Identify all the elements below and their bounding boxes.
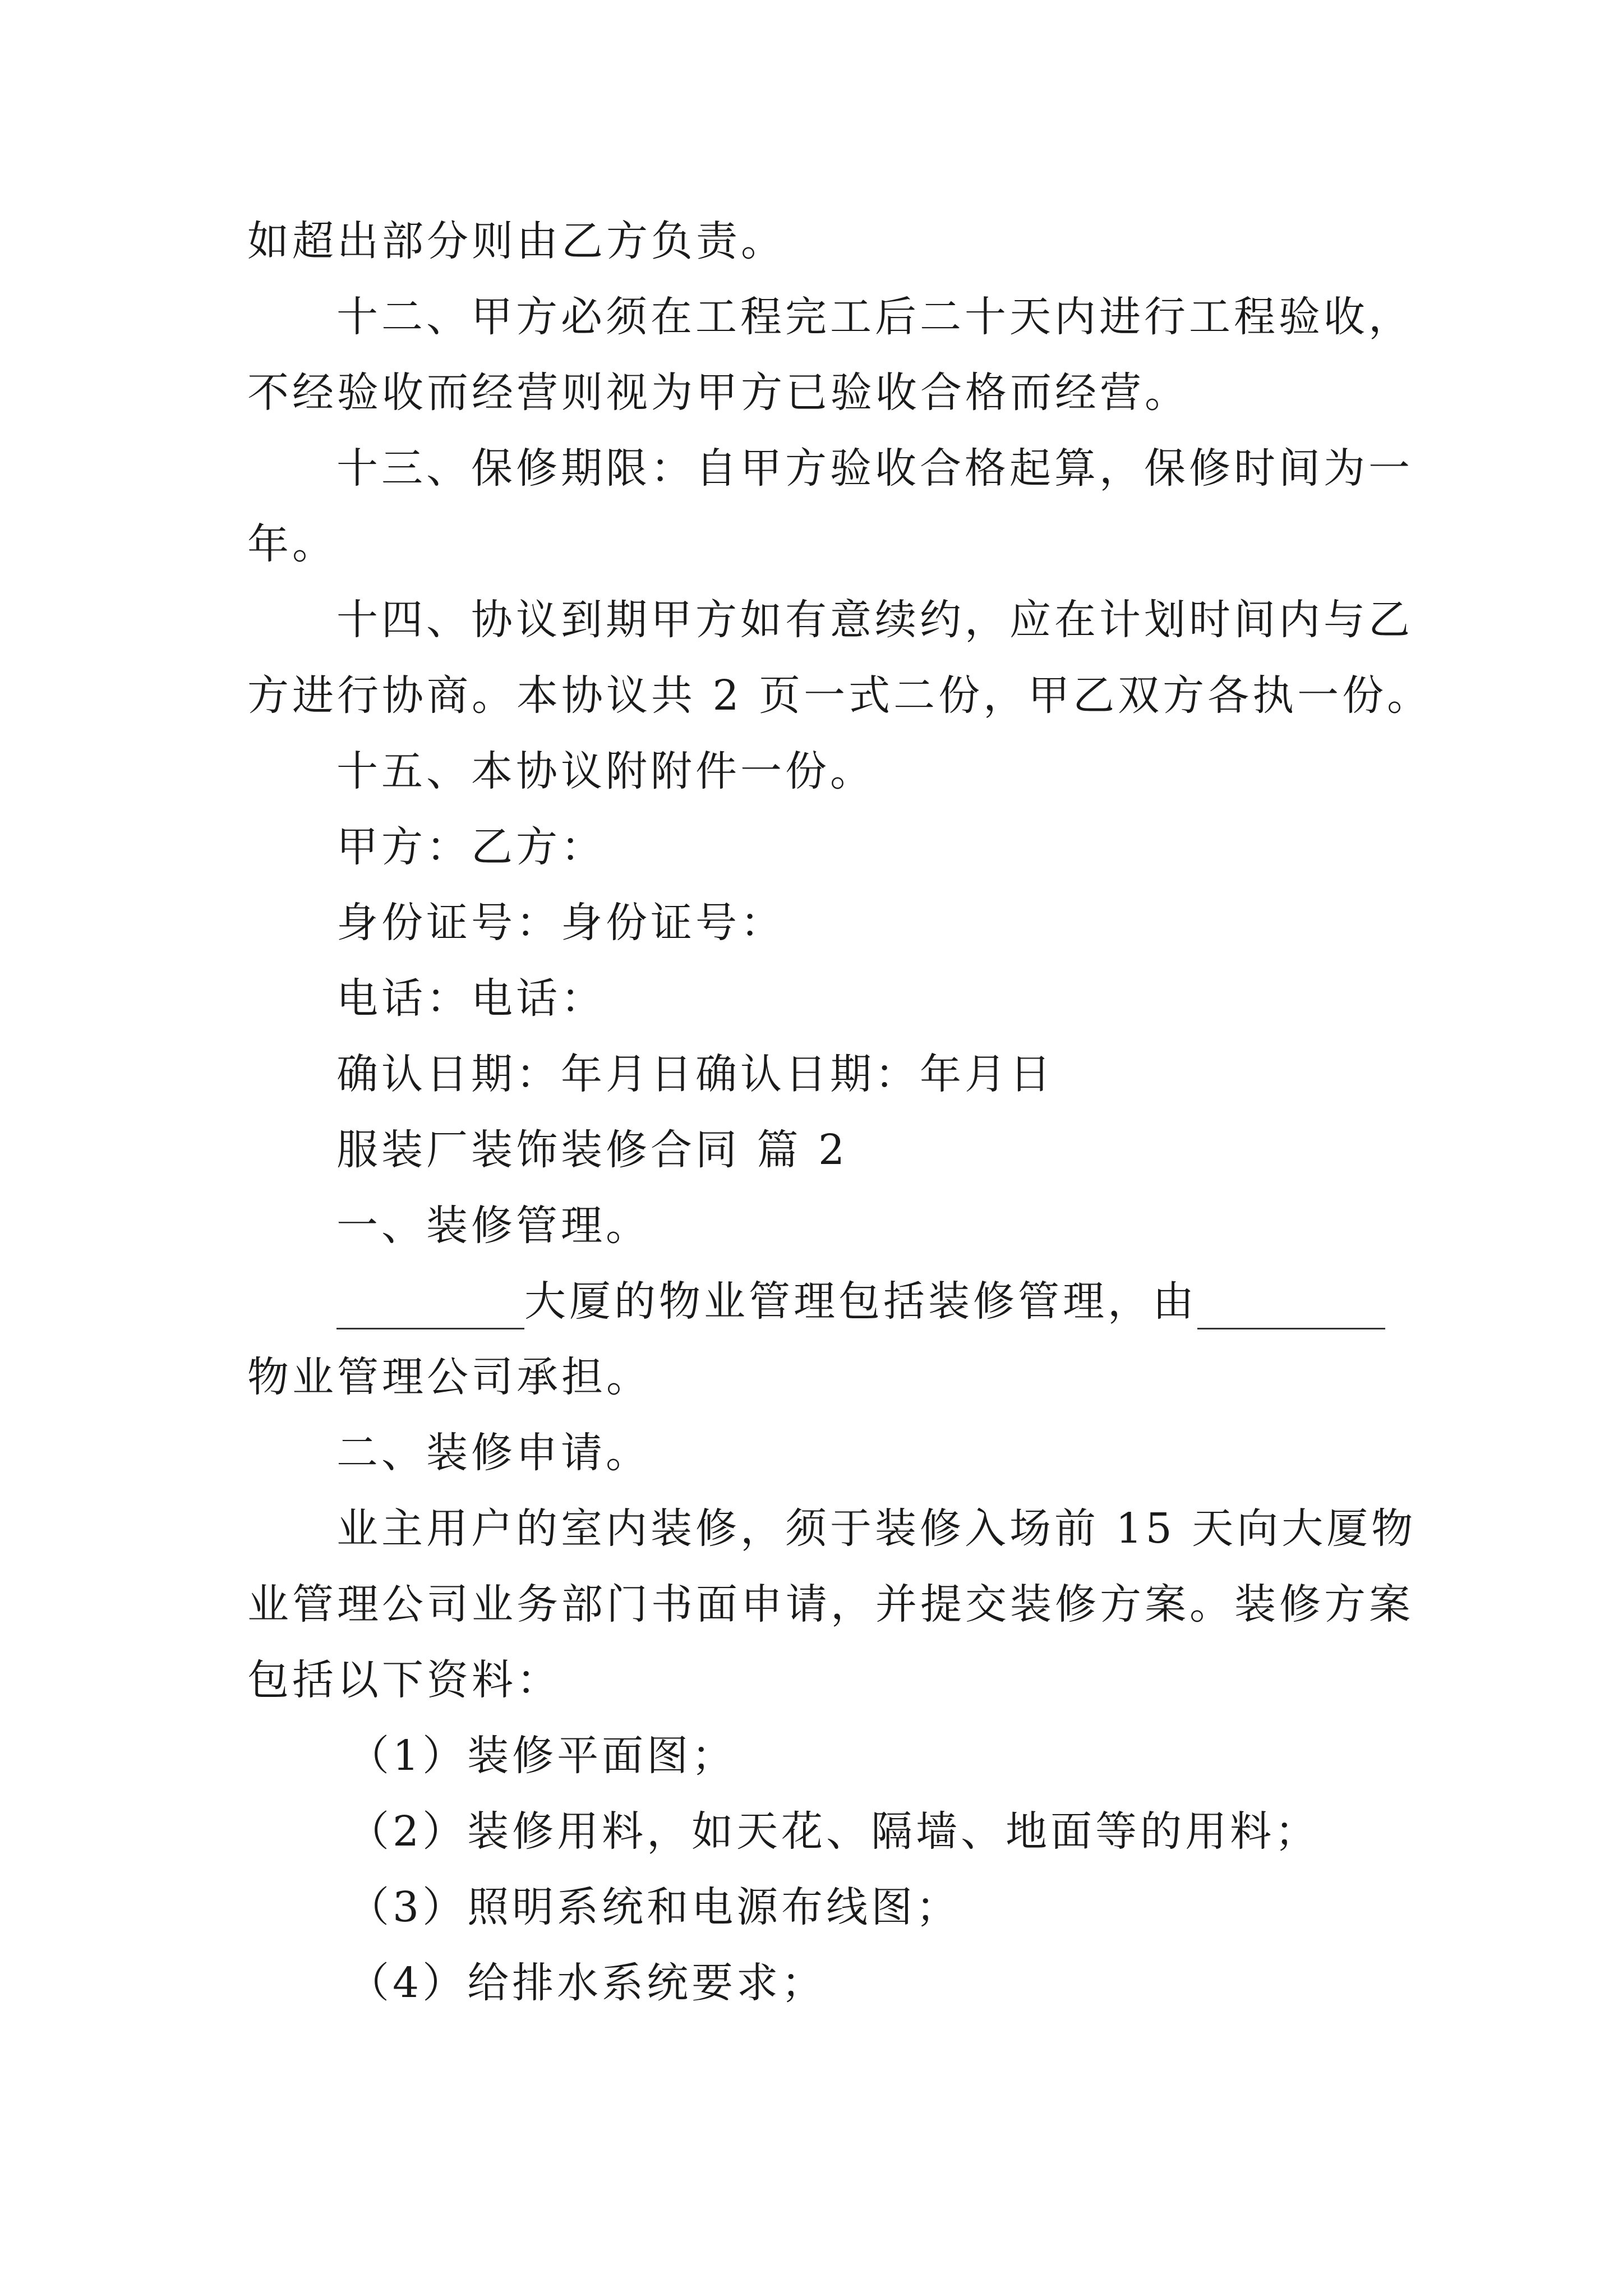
section-title: 服装厂装饰装修合同 篇 2 xyxy=(336,1126,849,1174)
section-1-body-line-2: 物业管理公司承担。 xyxy=(247,1353,651,1401)
signature-phone-line: 电话：电话： xyxy=(336,974,606,1023)
section-1-heading: 一、装修管理。 xyxy=(336,1202,651,1250)
signature-party-line: 甲方：乙方： xyxy=(336,823,606,871)
paragraph-line: 如超出部分则由乙方负责。 xyxy=(247,217,786,265)
section-1-body-line-1 xyxy=(336,1273,1385,1329)
section-2-body-line-1: 业主用户的室内装修，须于装修入场前 15 天向大厦物 xyxy=(336,1504,1417,1553)
clause-13-line-2: 年。 xyxy=(247,520,337,568)
section-2-body-line-2: 业管理公司业务部门书面申请，并提交装修方案。装修方案 xyxy=(247,1580,1414,1628)
clause-13-line-1: 十三、保修期限：自甲方验收合格起算，保修时间为一 xyxy=(336,444,1413,493)
clause-14-line-2: 方进行协商。本协议共 2 页一式二份，甲乙双方各执一份。 xyxy=(247,671,1432,720)
list-item-2: （2）装修用料，如天花、隔墙、地面等的用料； xyxy=(348,1807,1320,1856)
signature-id-line: 身份证号：身份证号： xyxy=(336,899,785,947)
list-item-4: （4）给排水系统要求； xyxy=(348,1959,827,2007)
clause-12-line-1: 十二、甲方必须在工程完工后二十天内进行工程验收， xyxy=(336,293,1413,341)
clause-12-line-2: 不经验收而经营则视为甲方已验收合格而经营。 xyxy=(247,369,1189,417)
section-2-heading: 二、装修申请。 xyxy=(336,1429,651,1477)
blank-field-building xyxy=(336,1285,524,1329)
list-item-1: （1）装修平面图； xyxy=(348,1732,737,1780)
list-item-3: （3）照明系统和电源布线图； xyxy=(348,1883,961,1931)
signature-date-line: 确认日期：年月日确认日期：年月日 xyxy=(336,1050,1054,1098)
clause-14-line-1: 十四、协议到期甲方如有意续约，应在计划时间内与乙 xyxy=(336,596,1413,644)
clause-15: 十五、本协议附附件一份。 xyxy=(336,747,875,795)
section-2-body-line-3: 包括以下资料： xyxy=(247,1656,561,1704)
section-1-body-text: 大厦的物业管理包括装修管理，由 xyxy=(524,1277,1197,1326)
blank-field-company xyxy=(1197,1285,1385,1329)
